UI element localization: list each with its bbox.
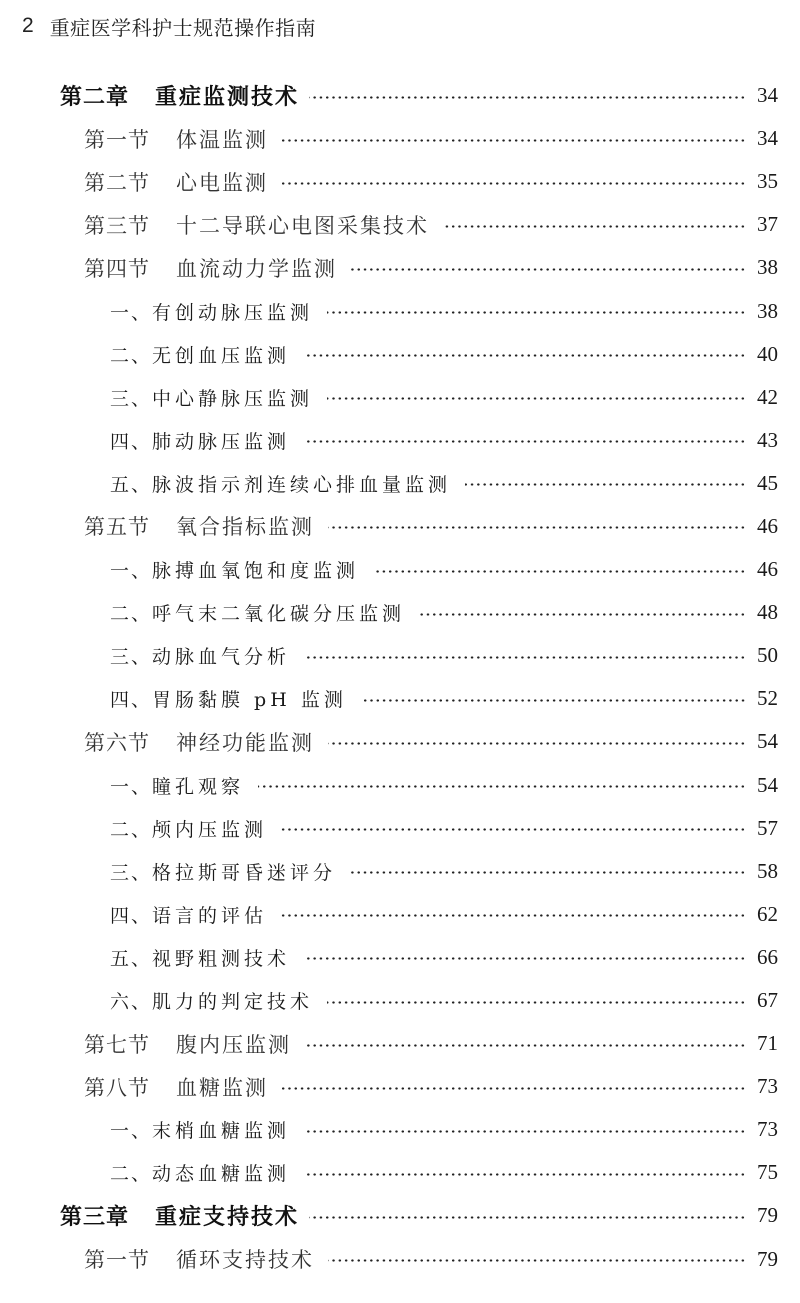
toc-entry-sub[interactable] bbox=[0, 634, 800, 677]
toc-entry-label bbox=[110, 944, 290, 971]
dot-leader bbox=[373, 559, 746, 581]
toc-entry-number: 第一节 bbox=[84, 127, 150, 152]
toc-entry-label bbox=[110, 384, 313, 411]
toc-entry-title: 呼气末二氧化碳分压监测 bbox=[152, 603, 406, 626]
toc-entry-title: 氧合指标监测 bbox=[176, 515, 314, 540]
dot-leader bbox=[282, 171, 746, 193]
toc-entry-title: 血糖监测 bbox=[176, 1075, 268, 1100]
toc-entry-label bbox=[110, 987, 313, 1014]
toc-entry-title: 脉波指示剂连续心排血量监测 bbox=[152, 473, 452, 496]
dot-leader bbox=[465, 472, 746, 494]
toc-entry-number: 六、 bbox=[110, 991, 153, 1014]
toc-entry-number: 四、 bbox=[110, 904, 153, 927]
toc-entry-sub[interactable] bbox=[0, 807, 800, 850]
toc-entry-number: 第七节 bbox=[84, 1032, 150, 1057]
toc-entry-page: 71 bbox=[757, 1031, 778, 1056]
toc-entry-chapter[interactable] bbox=[0, 1194, 800, 1237]
toc-entry-title: 格拉斯哥昏迷评分 bbox=[152, 861, 337, 884]
toc-entry-title: 有创动脉压监测 bbox=[152, 301, 314, 324]
dot-leader bbox=[281, 903, 746, 925]
dot-leader bbox=[327, 386, 746, 408]
toc-entry-title: 心电监测 bbox=[176, 170, 268, 195]
dot-leader bbox=[327, 990, 746, 1012]
toc-entry-page: 67 bbox=[757, 988, 778, 1013]
toc-entry-page: 75 bbox=[757, 1160, 778, 1185]
toc-entry-sub[interactable] bbox=[0, 893, 800, 936]
toc-entry-number: 第八节 bbox=[84, 1075, 150, 1100]
toc-entry-sub[interactable] bbox=[0, 333, 800, 376]
toc-entry-sub[interactable] bbox=[0, 376, 800, 419]
toc-entry-title: 腹内压监测 bbox=[176, 1032, 291, 1057]
dot-leader bbox=[305, 1033, 746, 1055]
toc-entry-sub[interactable] bbox=[0, 936, 800, 979]
dot-leader bbox=[419, 602, 746, 624]
toc-entry-number: 二、 bbox=[110, 818, 153, 841]
toc-entry-number: 二、 bbox=[110, 1163, 153, 1186]
toc-entry-page: 46 bbox=[757, 513, 778, 538]
toc-entry-sub[interactable] bbox=[0, 548, 800, 591]
table-of-contents bbox=[0, 74, 800, 1281]
toc-entry-label bbox=[110, 901, 267, 928]
toc-entry-title: 神经功能监测 bbox=[176, 730, 314, 755]
toc-entry-title: 动脉血气分析 bbox=[152, 646, 291, 669]
toc-entry-page: 46 bbox=[757, 557, 778, 582]
toc-entry-sub[interactable] bbox=[0, 1151, 800, 1194]
toc-entry-chapter[interactable] bbox=[0, 74, 800, 117]
toc-entry-title: 语言的评估 bbox=[152, 904, 268, 927]
dot-leader bbox=[328, 515, 746, 537]
toc-entry-label bbox=[84, 1244, 314, 1274]
toc-entry-sub[interactable] bbox=[0, 462, 800, 505]
toc-entry-title: 中心静脉压监测 bbox=[152, 387, 314, 410]
toc-entry-number: 第四节 bbox=[84, 256, 150, 281]
toc-entry-section[interactable] bbox=[0, 246, 800, 289]
toc-entry-number: 三、 bbox=[110, 646, 153, 669]
toc-entry-number: 一、 bbox=[110, 301, 153, 324]
toc-entry-page: 52 bbox=[757, 686, 778, 711]
toc-entry-number: 第三节 bbox=[84, 213, 150, 238]
toc-entry-title: 脉搏血氧饱和度监测 bbox=[152, 560, 360, 583]
toc-entry-page: 50 bbox=[757, 643, 778, 668]
toc-entry-section[interactable] bbox=[0, 720, 800, 763]
dot-leader bbox=[327, 300, 746, 322]
toc-entry-number: 一、 bbox=[110, 775, 153, 798]
dot-leader bbox=[328, 731, 746, 753]
toc-entry-number: 四、 bbox=[110, 689, 153, 712]
toc-entry-page: 40 bbox=[757, 341, 778, 366]
toc-entry-page: 34 bbox=[757, 126, 778, 151]
toc-entry-label bbox=[60, 1200, 299, 1231]
toc-entry-sub[interactable] bbox=[0, 677, 800, 720]
toc-entry-label bbox=[84, 1072, 268, 1102]
page-number: 2 bbox=[22, 14, 34, 37]
toc-entry-page: 66 bbox=[757, 944, 778, 969]
toc-entry-title: 末梢血糖监测 bbox=[152, 1120, 291, 1143]
toc-entry-title: 胃肠黏膜 pH 监测 bbox=[152, 689, 347, 712]
toc-entry-section[interactable] bbox=[0, 1065, 800, 1108]
toc-entry-label bbox=[110, 427, 290, 454]
toc-entry-number: 第五节 bbox=[84, 515, 150, 540]
toc-entry-label bbox=[110, 815, 267, 842]
toc-entry-label bbox=[110, 298, 313, 325]
toc-entry-label bbox=[110, 1116, 290, 1143]
dot-leader bbox=[282, 1076, 746, 1098]
toc-entry-title: 循环支持技术 bbox=[176, 1248, 314, 1273]
dot-leader bbox=[281, 817, 746, 839]
toc-entry-number: 二、 bbox=[110, 344, 153, 367]
toc-entry-label bbox=[110, 470, 451, 497]
toc-entry-section[interactable] bbox=[0, 505, 800, 548]
toc-entry-title: 重症支持技术 bbox=[155, 1205, 300, 1231]
toc-entry-page: 43 bbox=[757, 427, 778, 452]
toc-entry-number: 第三章 bbox=[60, 1205, 130, 1231]
toc-entry-label bbox=[110, 772, 244, 799]
toc-entry-number: 一、 bbox=[110, 560, 153, 583]
toc-entry-page: 73 bbox=[757, 1117, 778, 1142]
toc-entry-title: 视野粗测技术 bbox=[152, 947, 291, 970]
toc-entry-title: 肌力的判定技术 bbox=[152, 991, 314, 1014]
toc-entry-number: 第六节 bbox=[84, 730, 150, 755]
toc-entry-sub[interactable] bbox=[0, 289, 800, 332]
toc-entry-page: 54 bbox=[757, 772, 778, 797]
toc-entry-label bbox=[110, 858, 336, 885]
toc-entry-sub[interactable] bbox=[0, 850, 800, 893]
toc-entry-label bbox=[110, 642, 290, 669]
toc-entry-title: 无创血压监测 bbox=[152, 344, 291, 367]
dot-leader bbox=[350, 860, 746, 882]
toc-entry-page: 57 bbox=[757, 815, 778, 840]
toc-entry-number: 第二章 bbox=[60, 85, 130, 111]
toc-entry-label bbox=[84, 124, 268, 154]
running-head bbox=[22, 10, 316, 42]
toc-entry-page: 58 bbox=[757, 858, 778, 883]
toc-entry-title: 十二导联心电图采集技术 bbox=[176, 213, 429, 238]
toc-entry-number: 五、 bbox=[110, 947, 153, 970]
dot-leader bbox=[304, 1162, 746, 1184]
toc-entry-section[interactable] bbox=[0, 160, 800, 203]
toc-entry-title: 颅内压监测 bbox=[152, 818, 268, 841]
toc-entry-page: 38 bbox=[757, 255, 778, 280]
toc-entry-title: 体温监测 bbox=[176, 127, 268, 152]
toc-entry-label bbox=[110, 1159, 290, 1186]
toc-entry-page: 34 bbox=[757, 83, 778, 108]
toc-entry-page: 37 bbox=[757, 212, 778, 237]
dot-leader bbox=[258, 774, 746, 796]
toc-entry-label bbox=[110, 599, 405, 626]
toc-entry-sub[interactable] bbox=[0, 419, 800, 462]
toc-entry-label bbox=[110, 556, 359, 583]
toc-entry-page: 54 bbox=[757, 729, 778, 754]
dot-leader bbox=[309, 1205, 746, 1227]
toc-entry-number: 五、 bbox=[110, 473, 153, 496]
toc-entry-section[interactable] bbox=[0, 203, 800, 246]
toc-entry-title: 动态血糖监测 bbox=[152, 1163, 291, 1186]
toc-entry-label bbox=[84, 253, 337, 283]
dot-leader bbox=[304, 343, 746, 365]
toc-entry-label bbox=[84, 210, 429, 240]
dot-leader bbox=[443, 214, 746, 236]
toc-entry-section[interactable] bbox=[0, 1022, 800, 1065]
toc-entry-section[interactable] bbox=[0, 1238, 800, 1281]
toc-entry-number: 一、 bbox=[110, 1120, 153, 1143]
dot-leader bbox=[304, 946, 746, 968]
dot-leader bbox=[309, 85, 746, 107]
toc-entry-label bbox=[60, 80, 299, 111]
toc-entry-number: 三、 bbox=[110, 861, 153, 884]
toc-entry-title: 肺动脉压监测 bbox=[152, 430, 291, 453]
toc-entry-label bbox=[84, 727, 314, 757]
toc-entry-label bbox=[84, 1029, 291, 1059]
toc-entry-number: 第一节 bbox=[84, 1248, 150, 1273]
toc-entry-label bbox=[84, 167, 268, 197]
book-title: 重症医学科护士规范操作指南 bbox=[49, 15, 317, 40]
toc-entry-page: 73 bbox=[757, 1074, 778, 1099]
toc-entry-label bbox=[110, 685, 347, 712]
toc-entry-label bbox=[84, 511, 314, 541]
toc-entry-sub[interactable] bbox=[0, 1108, 800, 1151]
toc-entry-title: 重症监测技术 bbox=[155, 85, 300, 111]
toc-entry-section[interactable] bbox=[0, 117, 800, 160]
toc-entry-page: 79 bbox=[757, 1203, 778, 1228]
toc-entry-label bbox=[110, 341, 290, 368]
toc-entry-title: 瞳孔观察 bbox=[152, 775, 245, 798]
toc-entry-title: 血流动力学监测 bbox=[176, 256, 337, 281]
dot-leader bbox=[361, 688, 746, 710]
toc-entry-sub[interactable] bbox=[0, 764, 800, 807]
toc-entry-number: 第二节 bbox=[84, 170, 150, 195]
toc-entry-page: 42 bbox=[757, 384, 778, 409]
dot-leader bbox=[282, 128, 746, 150]
toc-entry-page: 45 bbox=[757, 470, 778, 495]
toc-entry-page: 62 bbox=[757, 901, 778, 926]
toc-entry-page: 79 bbox=[757, 1246, 778, 1271]
toc-entry-page: 35 bbox=[757, 169, 778, 194]
dot-leader bbox=[304, 1119, 746, 1141]
toc-entry-number: 二、 bbox=[110, 603, 153, 626]
dot-leader bbox=[304, 429, 746, 451]
toc-entry-page: 38 bbox=[757, 298, 778, 323]
toc-entry-sub[interactable] bbox=[0, 979, 800, 1022]
dot-leader bbox=[328, 1248, 746, 1270]
dot-leader bbox=[304, 645, 746, 667]
toc-entry-number: 三、 bbox=[110, 387, 153, 410]
toc-entry-sub[interactable] bbox=[0, 591, 800, 634]
dot-leader bbox=[351, 257, 746, 279]
toc-entry-number: 四、 bbox=[110, 430, 153, 453]
toc-entry-page: 48 bbox=[757, 600, 778, 625]
